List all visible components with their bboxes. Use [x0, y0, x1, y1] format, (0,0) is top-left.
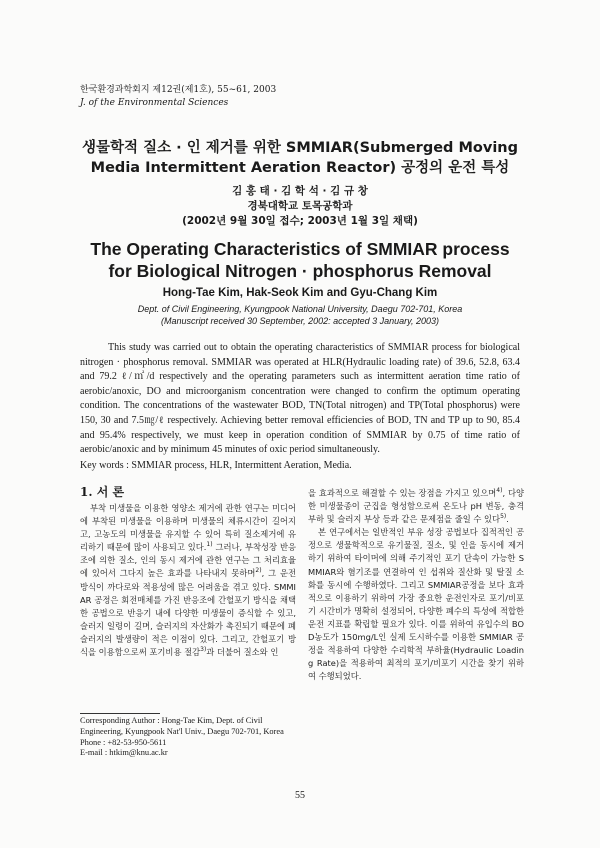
intro-paragraph-1: [80, 502, 296, 659]
intro-text-1g: .: [506, 514, 509, 525]
section-heading-introduction: 1. 서 론: [80, 485, 125, 499]
intro-paragraph-1-continued: [308, 487, 524, 526]
citation-ref-2: 2): [255, 567, 262, 575]
footnote-phone: Phone : +82-53-950-5611: [80, 737, 167, 747]
abstract: This study was carried out to obtain the operating characteristics of SMMIAR process for biological nitrogen · phosphorus removal. SMMIAR was operated at HLR(Hydraulic loading rate) of 39.6, 52.8, 63.4 and 79.2 ℓ/㎡/d respectively and the operating parameters such as intermittent aeration time ratio of aerobic/anoxic, DO and microorganism concentration were changed to confirm the optimum operating condition. The concentrations of the wastewater BOD, TN(Total nitrogen) and TP(Total phosphorus) were 150, 30 and 7.5㎎/ℓ respectively. Achieving better removal efficiencies of BOD, TN and TP up to 90, 85.4 and 95.4% respectively, we must keep in operation condition of SMMIAR by 0.75 of time ratio of aerobic/anoxic and by minimum 45 minutes of oxic period simultaneously.: [80, 342, 520, 456]
english-title-line1: The Operating Characteristics of SMMIAR process: [90, 239, 510, 259]
journal-citation: 한국환경과학회지 제12권(제1호), 55~61, 2003: [80, 85, 277, 95]
page-number: 55: [295, 790, 305, 801]
citation-ref-1: 1): [206, 541, 213, 549]
korean-title-line1: 생물학적 질소 · 인 제거를 위한 SMMIAR(Submerged Moving: [82, 140, 518, 156]
citation-ref-4: 4): [496, 487, 503, 495]
intro-text-1c: , 그 운전 방식이 까다로와 적용성에 많은 어려움을 겪고 있다. SMMIAR 공정은 회전매체를 가진 반응조에 간헐포기 방식을 채택한 공법으로 반응기 내에 다양한 미생물이 증식할 수 있고, 슬러지 일령이 길며, 슬러지의 자산화가 촉진되기 때문에 폐슬러지의 발생량이 적은 이점이 있다. 그리고, 간헐포기 방식을 이용함으로써 포기비용 절감: [80, 568, 296, 658]
citation-ref-5: 5): [500, 513, 507, 521]
right-column: [308, 487, 524, 683]
left-column: [80, 484, 296, 659]
intro-text-1f: , 다양한 미생물종이 군집을 형성함으로써 온도나 pH 변동, 충격부하 및 슬러지 부상 등과 같은 문제점을 줄일 수 있다: [308, 488, 524, 525]
intro-text-1b: 그러나, 부착성장 반응조에 의한 질소, 인의 동시 제거에 관한 연구는 그 처리효율에 있어서 그다지 높은 효과를 나타내지 못하며: [80, 542, 296, 579]
footnote-author: Corresponding Author : Hong-Tae Kim, Dept. of Civil Engineering, Kyungpook Nat'l Univ., Daegu 702-701, Korea: [80, 716, 284, 736]
footnote-divider: [80, 713, 160, 714]
intro-text-1a: 부착 미생물을 이용한 영양소 제거에 관한 연구는 미디어에 부착된 미생물을 이용하며 미생물의 체류시간이 길어지고, 고농도의 미생물을 유지할 수 있어 특히 질소제거에 유리하기 때문에 많이 사용되고 있다.: [80, 503, 296, 553]
korean-title: [60, 138, 540, 178]
intro-text-1d: 과 더불어 질소와 인: [206, 647, 279, 658]
intro-paragraph-2: 본 연구에서는 일반적인 부유 성장 공법보다 집적적인 공정으로 생물학적으로 유기물질, 질소, 및 인을 동시에 제거하기 위하여 타이머에 의해 주기적인 포기 단속이 가능한 SMMIAR와 혐기조를 연결하여 인 섭취와 질산화 및 탈질 소화를 동시에 수행하였다. 그리고 SMMIAR공정을 보다 효과적으로 이용하기 위하여 가장 중요한 운전인자로 포기/비포기 시간비가 명확히 설정되어, 다양한 폐수의 특성에 적합한 운전 지표를 확립할 필요가 있다. 이를 위하여 유입수의 BOD농도가 150mg/L인 실제 도시하수를 이용한 SMMIAR 공정을 적용하여 다양한 수리학적 부하율(Hydraulic Loading Rate)을 적용하여 최적의 포기/비포기 시간을 찾기 위하여 수행되었다.: [308, 527, 524, 682]
english-affiliation: Dept. of Civil Engineering, Kyungpook National University, Daegu 702-701, Korea: [137, 304, 463, 314]
korean-authors: 김 홍 태 · 김 학 석 · 김 규 창: [232, 185, 368, 197]
journal-header: [80, 84, 276, 110]
intro-text-1e: 을 효과적으로 해결할 수 있는 장점을 가지고 있으며: [308, 488, 497, 498]
korean-affiliation: 경북대학교 토목공학과: [247, 200, 353, 212]
korean-dates: (2002년 9월 30일 접수; 2003년 1월 3일 채택): [182, 215, 418, 227]
keywords: Key words : SMMIAR process, HLR, Intermittent Aeration, Media.: [80, 460, 352, 471]
journal-name: J. of the Environmental Sciences: [80, 98, 229, 108]
english-authors: Hong-Tae Kim, Hak-Seok Kim and Gyu-Chang Kim: [162, 287, 438, 299]
korean-title-line2: Media Intermittent Aeration Reactor) 공정의 운전 특성: [90, 160, 510, 176]
corresponding-author-footnote: [80, 716, 296, 759]
english-affiliation-block: [60, 303, 540, 327]
english-title-line2: for Biological Nitrogen · phosphorus Removal: [108, 261, 492, 281]
english-title: [40, 238, 560, 282]
korean-author-block: [60, 184, 540, 229]
manuscript-dates: (Manuscript received 30 September, 2002: accepted 3 January, 2003): [161, 316, 439, 326]
footnote-email: E-mail : htkim@knu.ac.kr: [80, 748, 168, 758]
citation-ref-3: 3): [200, 646, 207, 654]
